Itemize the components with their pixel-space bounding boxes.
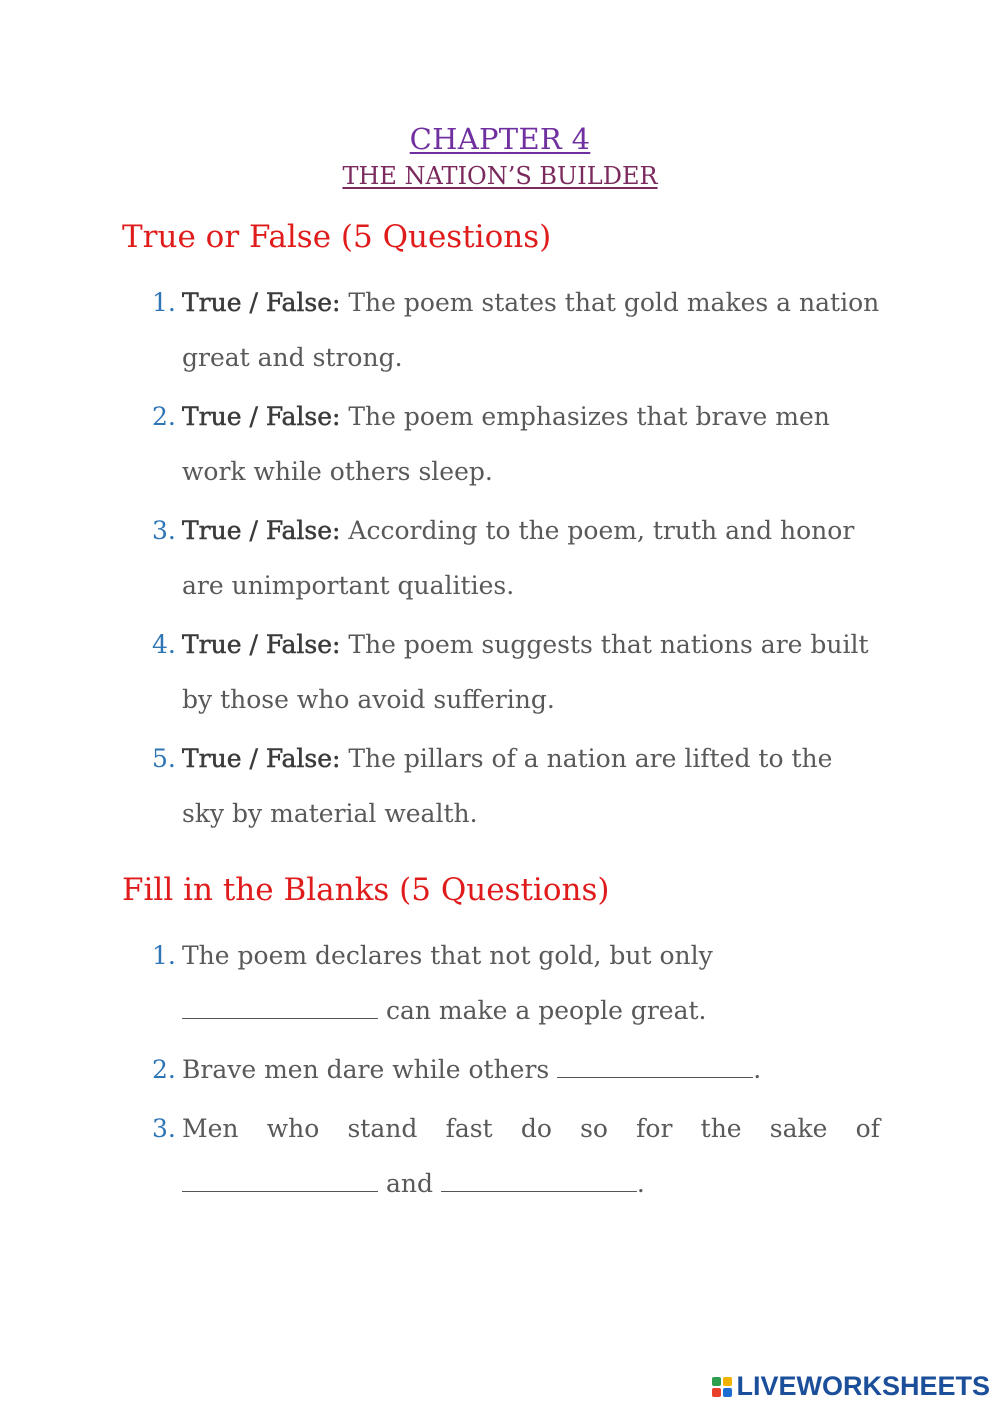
liveworksheets-logo-text: LIVEWORKSHEETS xyxy=(736,1371,990,1401)
question-number: 3. xyxy=(152,1114,176,1143)
question-number: 1. xyxy=(152,288,176,317)
question-text-before: Men who stand fast do so for the sake of xyxy=(182,1114,880,1143)
true-false-label[interactable]: True / False: xyxy=(182,630,341,659)
true-false-section-title: True or False (5 Questions) xyxy=(122,219,552,255)
question-number: 1. xyxy=(152,941,176,970)
question-text: The poem suggests that nations are built by those who avoid suffering. xyxy=(182,630,869,714)
fill-blank-question-2 xyxy=(152,1042,880,1097)
question-number: 2. xyxy=(152,402,176,431)
true-false-label[interactable]: True / False: xyxy=(182,744,341,773)
fill-blank-question-3 xyxy=(152,1101,880,1211)
true-false-list xyxy=(152,275,880,845)
chapter-title: CHAPTER 4 xyxy=(409,122,591,156)
answer-blank[interactable] xyxy=(557,1076,753,1078)
true-false-question-5 xyxy=(152,731,880,841)
liveworksheets-logo-icon xyxy=(712,1377,732,1397)
fill-blanks-section-title: Fill in the Blanks (5 Questions) xyxy=(122,872,610,908)
question-text: According to the poem, truth and honor are unimportant qualities. xyxy=(182,516,855,600)
question-text-before: The poem declares that not gold, but only xyxy=(182,941,713,970)
question-text-middle: and xyxy=(378,1169,441,1198)
answer-blank[interactable] xyxy=(182,1017,378,1019)
true-false-label[interactable]: True / False: xyxy=(182,516,341,545)
true-false-question-2 xyxy=(152,389,880,499)
question-text: The pillars of a nation are lifted to the sky by material wealth. xyxy=(182,744,833,828)
question-number: 4. xyxy=(152,630,176,659)
question-text: The poem emphasizes that brave men work while others sleep. xyxy=(182,402,830,486)
chapter-subtitle: THE NATION’S BUILDER xyxy=(342,162,658,190)
question-number: 5. xyxy=(152,744,176,773)
true-false-question-3 xyxy=(152,503,880,613)
true-false-question-1 xyxy=(152,275,880,385)
question-text: The poem states that gold makes a nation great and strong. xyxy=(182,288,880,372)
true-false-question-4 xyxy=(152,617,880,727)
answer-blank[interactable] xyxy=(182,1190,378,1192)
answer-blank[interactable] xyxy=(441,1190,637,1192)
true-false-label[interactable]: True / False: xyxy=(182,288,341,317)
question-text-after: can make a people great. xyxy=(378,996,707,1025)
fill-blanks-list xyxy=(152,928,880,1215)
question-number: 2. xyxy=(152,1055,176,1084)
true-false-label[interactable]: True / False: xyxy=(182,402,341,431)
fill-blank-question-1 xyxy=(152,928,880,1038)
question-number: 3. xyxy=(152,516,176,545)
question-text-after: . xyxy=(753,1055,762,1084)
question-text-before: Brave men dare while others xyxy=(182,1055,558,1084)
liveworksheets-logo xyxy=(712,1371,990,1402)
question-text-after: . xyxy=(636,1169,645,1198)
